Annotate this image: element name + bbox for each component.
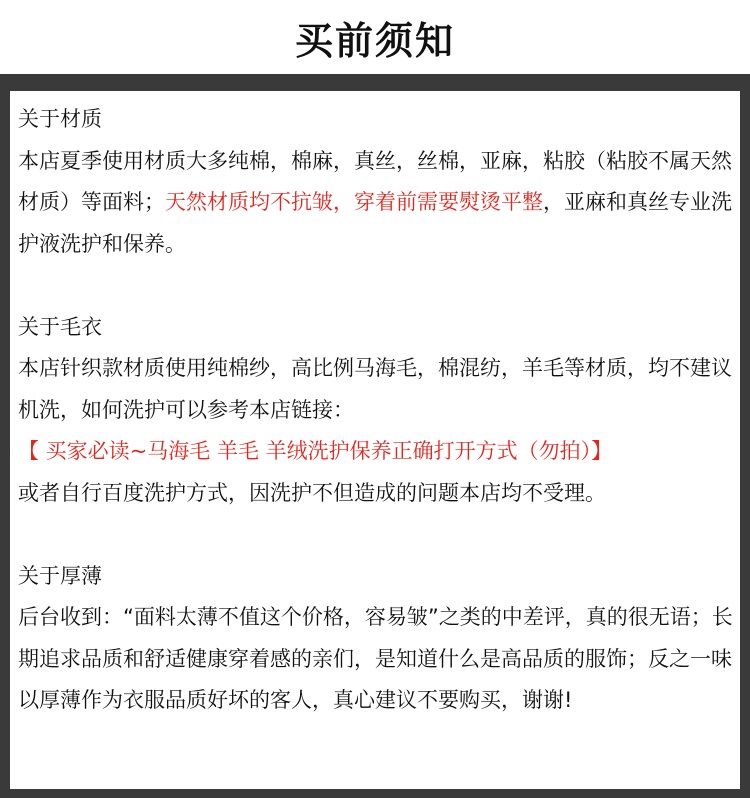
thickness-heading: 关于厚薄: [18, 563, 102, 588]
care-guide-link[interactable]: 【 买家必读~马海毛 羊毛 羊绒洗护保养正确打开方式（勿拍）】: [18, 439, 613, 463]
notice-frame: [0, 74, 750, 798]
section-spacer: [18, 514, 734, 556]
sweater-paragraph: 本店针织款材质使用纯棉纱，高比例马海毛，棉混纺，羊毛等材质，均不建议机洗，如何洗护可以参考本店链接：: [18, 356, 732, 422]
sweater-heading: 关于毛衣: [18, 314, 102, 339]
notice-panel: [10, 91, 740, 789]
material-text: 本店夏季使用材质大多纯棉，棉麻，真丝，丝棉，亚麻，粘胶（粘胶不属天然材质）等面料；: [18, 148, 732, 214]
page-title: 买前须知: [294, 18, 455, 63]
material-care-text: ，亚麻和真丝专业洗护液洗护和保养。: [18, 190, 732, 256]
material-warning: 天然材质均不抗皱，穿着前需要熨烫平整: [165, 190, 543, 214]
thickness-paragraph: 后台收到：“面料太薄不值这个价格，容易皱”之类的中差评，真的很无语；长期追求品质和舒适健康穿着感的亲们，是知道什么是高品质的服饰；反之一味以厚薄作为衣服品质好坏的客人，真心建议不要购买，谢谢!: [18, 605, 733, 712]
notice-content: [18, 99, 734, 722]
material-heading: 关于材质: [18, 107, 102, 131]
sweater-disclaimer: 或者自行百度洗护方式，因洗护不但造成的问题本店均不受理。: [18, 480, 606, 505]
material-paragraph: [18, 141, 734, 266]
section-spacer: [18, 265, 734, 307]
